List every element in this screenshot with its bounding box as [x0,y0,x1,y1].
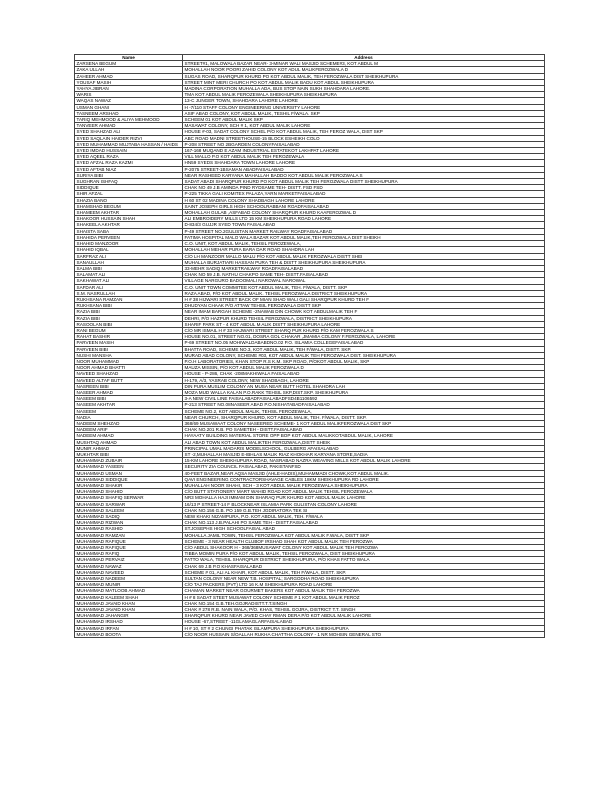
address-cell: VILLAGE NARGURO BADOOMALI NAROWAL NAROWAL [183,278,545,284]
name-cell: NADEEM SHEHZAD [75,420,183,426]
address-cell: CHAMAN MARKET NEAR GOURMET BAKERS KOT ABDUL MALIK TEH FEROZWA [183,588,545,594]
name-cell: PARVEEN BIBI [75,346,183,352]
address-cell: P-225 TIKKA GALI KOMITEX PALAZA,YARN MARKETFAISALABAD [183,191,545,197]
address-cell: NEAR CHURCH, SHARQPUR KHURD, KOT ABDUL MALIK, TEH. F/WALA, DISTT. SKP. [183,414,545,420]
table-row [75,631,545,637]
name-cell: MUHAMMAD SHAFIQ SERWAR [75,495,183,501]
address-cell: NR3 MOHALLA HAJI IMMAM DIN SHARAQ PUR KHURD KOT ABDUL MALIK LAHORE [183,495,545,501]
address-cell: TMA KOT ABDUL MALIK FEROZEWALA SHEIKHUPURA SHEIKHUPURA [183,92,545,98]
address-cell: DIN PURA MUSLIM COLONY AN MUSA NEAR BUTT HOTEL SHAHDRA LAH [183,383,545,389]
name-cell: RAHAT BASHIR [75,334,183,340]
address-cell: HOUSE NO.01, STREET NO.01, DOSRA GOL CHAKAR ,JMAMIA COLONY F.FEROZWALA, LAHORE [183,334,545,340]
address-column-header: Address [183,55,545,61]
address-cell: VILL MALLO P.O KOT ABDUL MALIK TEH FEROZEWALA [183,154,545,160]
address-cell: SCHEME NO.2, KOT ABDUL MALIK, TEHSIL FEROZEWALA, [183,408,545,414]
address-cell: 33-MEHR SADIQ MARKETRAILWAY ROADFAISALABAD [183,265,545,271]
address-cell: P.O.H LABORATORIES, KHAN STOP R.S K.M. SKP ROAD, P/OKOT ABDUL MALIK, SKP [183,358,545,364]
name-cell: RUKHSANA RAMZAN [75,296,183,302]
address-cell: BHATTA ROAD, SCHEME NO.3, KOT ABDUL MALIK, TEH F/WALA, DISTT. SKP. [183,346,545,352]
address-cell: CHAK # 278 R.B. NAIN WALA, P/O. KHAS, TEHSIL GOJRA, DISTRICT T.T. SINGH [183,607,545,613]
address-cell: HAYAATY BUILDING MATERIAL STORE OPP BOP KOT ABDUL MALIKKOTABDUL MALIK, LAHORE [183,433,545,439]
name-cell: RASOOLAN BIBI [75,321,183,327]
name-cell: WAQAS NAWAZ [75,98,183,104]
name-cell: NASEEM AKHTAR [75,402,183,408]
address-cell: MAUZA MISSIN, P/O KOT ABDUL MALIK FEROZWALA D [183,365,545,371]
address-cell: P-2075 STREET-1BSAMAN ABADFAISALABAD [183,166,545,172]
address-cell: ASIF ABAD COLONY, KOT ABDUL MALIK, TESHIL F/WALA. SKP [183,110,545,116]
name-cell: SAFDAR ALI [75,284,183,290]
name-cell: SIDDIQUE [75,185,183,191]
address-cell: CHAK NO.156 G.B. PO 159 G.B.TEH JGDIRATORA TEK SI [183,507,545,513]
name-cell: MUHAMMAD YASEEN [75,464,183,470]
address-cell: C.O. UNIT, KOT ABDUL MALIK, TEHSIL FEROZEWALA, [183,241,545,247]
name-cell: SYED MUHAMMAD MUJTABA HASSAN / HAIDS [75,141,183,147]
name-cell: MUHAMMAD RAFIQUE [75,538,183,544]
address-cell: SAINT JOSEPH GIRLS HIGH SCHOOLRABBANI ROADFAISALABAD [183,203,545,209]
name-cell: NADEEM AHMAD [75,433,183,439]
name-cell: MUNIR AHMAD [75,445,183,451]
name-cell: MUHAMMAD SADIQ [75,514,183,520]
name-cell: MUHAMMAD KALEEM SHAH [75,594,183,600]
name-cell: MUHAMMAD MATLOOB AHMAD [75,588,183,594]
name-cell: MUHAMMAD SALEEM [75,507,183,513]
address-cell: P-208 STREET NO 2BGARDEN COLONYFAISALABAD [183,141,545,147]
name-column-header: Name [75,55,183,61]
name-cell: MUHAMMAD JAVAID KHAN [75,607,183,613]
name-cell: NASEER AHMAD [75,389,183,395]
name-cell: NASREEN BIBI [75,383,183,389]
name-cell: SYED SHAHZAD ALI [75,129,183,135]
name-cell: SAKHAWAT ALI [75,278,183,284]
name-cell: SHAZIA BANO [75,197,183,203]
address-cell: CHAK NO.201 R.B. PO SAMETEH - DISTT.FAISALABAD [183,427,545,433]
address-cell: H -7/110 STAFF COLONY ENGINEERING UNIVERSITY LAHORE [183,104,545,110]
address-cell: 15-KM LAHORE SHEIKHUPURA ROAD, NASRABAD NAZRA WEAVING MILLS KOT ABDUL MALIK LAHORE [183,458,545,464]
name-cell: SHAISTA SABA [75,228,183,234]
address-cell: H # 8 SADAT STEET MUSAWAT COLONY SCHEME # 1 KOT ABDUL MALIK FEROZ [183,594,545,600]
name-cell: USMAN GHANI [75,104,183,110]
name-cell: NAVEED ALTAF BUTT [75,377,183,383]
name-cell: SHAHID IQBAL [75,247,183,253]
address-cell: C/O LH MANZOOR MALLO MALU P/O KOT ABDUL MALIK FEROZWALA DISTT SHEI [183,253,545,259]
address-cell: MUHALLA BURJATIARI HASSAN PURA TEH & DISTT SHEIKHUPURA SHEIKHUPURA [183,259,545,265]
name-cell: SUGHRAN ISHFAQ [75,179,183,185]
address-cell: C.O. UNIT TOWN COMMITEE KOT ABDUL MALIK, TEH. F/WALA, DISTT. SKP [183,284,545,290]
address-cell: DEHRI, P/O HAZPUR KHURD TEHSIL FEROZWALA, DISTRICT SHEIKHUPURA [183,315,545,321]
name-cell: MUHAMMAD RAMZAN [75,532,183,538]
name-cell: PARVEEN MASIH [75,340,183,346]
address-cell: SCHEME - 3 NEAR HEALTH CLUBOF IRSHAD SHAH KOT ABDUL MALIK TEH FEROZWA [183,538,545,544]
name-cell: MUHAMMAD RAFIQ [75,551,183,557]
address-cell: ST -2,MUHALLAH MASJID E-IBHLAS MALIK RIAZ KHOKHAR KARYANA STORE,SADIA [183,452,545,458]
name-cell: ZAKA ULLAH [75,67,183,73]
address-cell: CHAK NO 49 J.B AMINDA PIND RYDSAME TEH- DISTT. FSD FSD [183,185,545,191]
address-cell: HOUSE - P-286, CHAK -208MAKHIWALA FAISALABAD [183,371,545,377]
address-cell: D-834/3 GUJJR SYED TOWN FAISALABAD [183,222,545,228]
address-cell: NEW KHAKI NIZAMPURA, P.O. KOT ABDUL MALIK, TEH. F/WALA [183,514,545,520]
name-cell: S.M. NASRULLAH [75,290,183,296]
address-cell: SCHEME # 01, ALI AL KHAIR, KOT ABDUL MALIK, TEH F/WALA, DISTT. SKP. [183,569,545,575]
name-cell: TANVEER AHMAD [75,123,183,129]
address-cell: H # 10, ST # 2 CHUNGI PHATAK ISLAMPURA SHEIKHUPURA SHEIKHUPURA [183,625,545,631]
name-cell: SYED IMDAD HUSSAIN [75,148,183,154]
table-body [75,61,545,638]
name-cell: ZARSENA BEGUM [75,61,183,67]
address-cell: P-213 STREET NO.08NASEER ABAD P.O.NISHATABADFAISALABAD [183,402,545,408]
name-cell: SHAHID MANZOOR [75,241,183,247]
name-cell: ZAHEER AHMAD [75,73,183,79]
address-cell: MOZA MUD WALLA KALAN P.O.RAKK TEHSIL SKP,DIST.SKP. SHEIKHUPURA [183,389,545,395]
name-cell: RUKHSANA BIBI [75,303,183,309]
address-cell: SADAT ABADI SHARQPUR KHURD PO KOT ABDUL MALIK TEH FEROZWALA DISTT SHEIKHUPURA [183,179,545,185]
address-cell: SUGAS ROAD, SHARQPUR KHURD PO KOT ABDUL MALIK, TEH FEROZWALA DIST SHEIKHUPURA [183,73,545,79]
name-cell: MUHAMMAD RIZWAN [75,520,183,526]
name-cell: MUHAMMAD JAVAID KHAN [75,600,183,606]
name-cell: NOOR MUHAMMAD [75,358,183,364]
address-cell: ABC ROAD MADNI STREETHOUSE-15 BLOCK ESHEIKH COLO [183,135,545,141]
address-cell: SCHEEM 01 KOT ABDUL MALIK SKP [183,117,545,123]
name-cell: MUHAMMAD RASHID [75,526,183,532]
address-cell: ST.JOSEPHS HIGH SCHOOLFAISAL ABAD [183,526,545,532]
address-cell: CHAK NO.154 G.B.TEH.GOJRADISTT.T.T.SINGH [183,600,545,606]
address-cell: TIBBA MOMIN PURA P/O KOT ABDUL MALIK, TEHSIL FEROZWALA, DIST SHEIKHUPURA [183,551,545,557]
address-cell: NEAR RASHEED KARYANA MAHALLAH BADDO KOT ABDUL MALIK FEROZWALA S [183,172,545,178]
address-cell: 368/69 MUSAWAAT COLONY NASEERED SCHEME- 1 KOT ABDUL MALIKFEROZWALA DIST SKP [183,420,545,426]
name-cell: SHAHIDA PERVEEN [75,234,183,240]
name-cell: RAZIA BIBI [75,315,183,321]
name-cell: MUHAMMAD NAWAZ [75,563,183,569]
address-cell: C/O ABDUL SHAKOOR H - 368/368MUSAWAT COLONY KOT ABDUL MALIK TEH FEROZWA [183,545,545,551]
address-cell: 16/13 P STREET-14 F BLOCKNEAR ISLAMIA PARK GULISTAN COLONY LAHORE [183,501,545,507]
address-cell: ALI ABAD TOWN KOT ABDUL MALIKTEH FEROZWALA,DISTT SHEIK [183,439,545,445]
address-cell: C/O BUTT STATIONERY MART WAHID ROAD KOT ABDUL MALIK TEHSIL FEROZEWALA [183,489,545,495]
name-cell: MUHAMMAD IRSHAD [75,619,183,625]
address-cell: 13-C JUNGER TOWN, SHAHDARA LAHORE LAHORE [183,98,545,104]
name-cell: NAVEED SHAHZAD [75,371,183,377]
name-cell: SHIR AFZAL [75,191,183,197]
name-cell: MUKHTAR BIBI [75,452,183,458]
address-cell: MOHALLAH MEHAR PURA BARA DAR ROAD SHAHDRA LAH [183,247,545,253]
name-cell: SYED AFTAB NIAZ [75,166,183,172]
name-cell: SANAULLAH [75,259,183,265]
address-cell: SECURITY ZIA COUNCIL FAISALABAD, PAKISTANFSD [183,464,545,470]
name-cell: MUHAMMAD SARWAR [75,501,183,507]
address-cell: MADINA CORPORATION MUHALLA ADA, BUS STOP NAIN SUKH SHAHDARA LAHORE. [183,86,545,92]
name-cell: NOOR AHMAD BHATTI [75,365,183,371]
name-cell: SALMA BIBI [75,265,183,271]
name-cell: MUSHTAQ AHMAD [75,439,183,445]
address-cell: MOHALLAH NOOR POORI ZAHID COLONY KOT ADUL MALIKFEROZWALA D [183,67,545,73]
name-cell: NUSHI MANSHA [75,352,183,358]
address-cell: CHAK 69 J.B P.O KHASFAISALABAD [183,563,545,569]
name-cell: NASEEM BIBI [75,396,183,402]
name-cell: YOUSAF MASIH [75,79,183,85]
address-cell: PRINCIPAL UMAL MADARIS MODELSCHOOL, GULBERG AFAISALABAD [183,445,545,451]
name-cell: NADIA [75,414,183,420]
name-cell: SYED SAQLAIN HAIDER RIZVI [75,135,183,141]
address-cell: MUHALLAH NOOR SHAHI, SCH - 3 KOT ABDUL MALIK FEROZEWALA SHEIKHUPURA [183,483,545,489]
name-cell: MUHAMMAD JAHANGIR [75,613,183,619]
address-cell: HOUSE #-03, SADAT COLONY SCHEL P/O KOT ABDUL MALIK, TEH FEROZ WALA, DIST SKP [183,129,545,135]
address-cell: H-179, A/3, YASRAB COLONY, NEW SHADBAGH, LAHORE [183,377,545,383]
address-cell: C/O TAJ PACKERS (PVT) LTD 16 K.M SHEIKHUPURA ROAD LAHORE [183,582,545,588]
address-cell: P-49 STREET NO.2GULISTAN MARKET RAILWAY ROADFAISALABAD [183,228,545,234]
address-cell: MOHALLA JAMIL TOWN, TEHSIL FEROZWALA KOT ABDUL MALIK F.WALA, DISTT SKP [183,532,545,538]
address-cell: P-69 STREET NO.05 MOHIWALDABABDNO.02 P.O. ISLAMIA COLLEGEFAISALABAD [183,340,545,346]
address-cell: SHARIF PARK ST - 4 KOT ABDUL M ALIK DISTT SHEIKHUPURA LAHORE [183,321,545,327]
address-cell: 40-FEET BAZAR,NEAR AQSA MASJID (AHLE-HADIS),MUHAMMADI CHOWK,KOT ABDUL MALIK. [183,470,545,476]
name-cell: SYED AFZAL RAZA KAZMI [75,160,183,166]
name-cell: TASNEEM ARSHAD [75,110,183,116]
address-cell: C/O MR ISMAIL H # 33 HAJWARI STREET SHARQ PUR KHURD P/O KAM FEROZWALA S [183,327,545,333]
name-cell: MUHAMMAD BOOTA [75,631,183,637]
name-cell: SURIYA BIBI [75,172,183,178]
name-cell: MUHAMMAD RAFIQUE [75,545,183,551]
name-cell: MUHAMMAD NAVEED [75,569,183,575]
address-cell: MURAD ABAD COLONY, SCHEME #03, KOT ABDUL MALIK TEH FEROZWALA DIST. SHEIKHUPURA [183,352,545,358]
name-cell: MUHAMMAD USMAN [75,470,183,476]
name-cell: RANI BEGUM [75,327,183,333]
name-cell: MUHAMMAD SIDDIQUE [75,476,183,482]
name-cell: SALAMAT ALI [75,272,183,278]
name-cell: SARFRAZ ALI [75,253,183,259]
address-cell: CHAK NO.113 J.B.PALAHI PO SAME TEH - DISTT.FAISALABAD [183,520,545,526]
name-cell: MUHAMMAD SHAHID [75,489,183,495]
name-cell: MUHAMMAD SHAKIR [75,483,183,489]
address-cell: C/O NOOR HUSSAIN S/OALLAH RUKHA CHATTHA COLONY - 1 NR MOHSIN GENERAL STO [183,631,545,637]
address-cell: RAZA ABAD, P/O KOT ABDUL MALIK. TEHSIL FEROZWALA DISTRICT SHEIKHUPURA [183,290,545,296]
address-cell: MOHALLAH GULAB ,ASFABAD COLONY SHARQPUR KHURD KAAFEROZWAL D [183,210,545,216]
address-cell: CHAK NO 59 J.B. NATHU CHAKPO SAME TEH- DISTT.FAISALABAD [183,272,545,278]
address-cell: HN59 SYEDS SHAHDARA TOWN LAHORE LAHORE [183,160,545,166]
address-sheet [74,54,544,638]
name-cell: TARIQ MEHMOOD & ALIYA MEHMOOD [75,117,183,123]
address-cell: SHARQPUR KHURD NEAR JAVED CHAY RMAN DERA P/O KOT ABDUL MALIK LAHORE [183,613,545,619]
address-cell: FATIMA HOSPITAL MALO WALA BAZAR KOT ABDUL MALIK,TEH FEROZWALA DIST SHEIKH [183,234,545,240]
name-cell: SHAMEEM AKHTAR [75,210,183,216]
name-cell: NASEEM [75,408,183,414]
name-cell: MUHAMMAD NADEEM [75,576,183,582]
address-cell: H # 38 HIJWARI STREET BACK OF MIAN SHAD WALI GALI SHARQPUR KHURD TEH F [183,296,545,302]
name-cell: MUHAMMAD IRFAN [75,625,183,631]
address-cell: FATTO WALA, TEHSIL SHARQPUR DISTRICT SHEIKHUPURA, P/O KHAS FATTO WALA [183,557,545,563]
address-cell: QAVI ENGINEERING CONTRACTORSHAVAGE CABLES 18KM SHEIKHUPURA RD LAHORE [183,476,545,482]
name-cell: SHAKOOR HUSSAIN SHAH [75,216,183,222]
address-cell: ALI EMBROIDERY MILLS LTD 15 KM SHEIKHUPURA ROAD LAHORE [183,216,545,222]
name-cell: MUHAMMAD PERVAIZ [75,557,183,563]
address-cell: DHUDYAN CHAAK P/O ATTAW TEHSIL FEROZWALA DISTT SKP [183,303,545,309]
name-cell: YAHYA JIBRAN [75,86,183,92]
address-cell: HOUSE -67,STREET -11GLAMAGLARFAISALABAD [183,619,545,625]
address-table [74,54,545,638]
address-cell: MASAWAT COLONY, SCH # 1, KOT ABDUL MALIK LAHORE [183,123,545,129]
name-cell: SYED AQEEL RAZA [75,154,183,160]
address-cell: 167-168 MUQAND E AZAM INDUSTRIAL ESTATEKOT LAKHPAT LAHORE [183,148,545,154]
address-cell: STREET MINT MERI CHURCH PO KOT ABDUL MALIK BADU KOT ABDUL SHEIKHUPURA [183,79,545,85]
address-cell: H 60 ST 02 MADINA COLONY SHADBAGH LAHORE LAHORE [183,197,545,203]
address-cell: 3-A NEW CIVIL LINE FAISALABADFAISALABADFSD4B1106592 [183,396,545,402]
name-cell: NADEEM ARIF [75,427,183,433]
name-cell: MUHAMMAD MUNIR [75,582,183,588]
name-cell: RAZIA BIBI [75,309,183,315]
name-cell: SHAMSHAD BEGUM [75,203,183,209]
name-cell: MUHAMMAD ZUBAIR [75,458,183,464]
address-cell: NEAR IMAM BARGAH SCHEME -2NAWAB DIN CHOWK KOT ABDULMALIK TEH F [183,309,545,315]
address-cell: STREET#1, MALOWALA BAZAR NEAR- 3-MINAR WALI MASJID SCHEME#3, KOT ABDUL M [183,61,545,67]
address-cell: SULTAN COLONY NEAR NEW T.B. HOSPITAL; SARGODHA ROAD SHEIKHUPURA [183,576,545,582]
name-cell: WARIS [75,92,183,98]
name-cell: SHAKEELA AKHTAR [75,222,183,228]
